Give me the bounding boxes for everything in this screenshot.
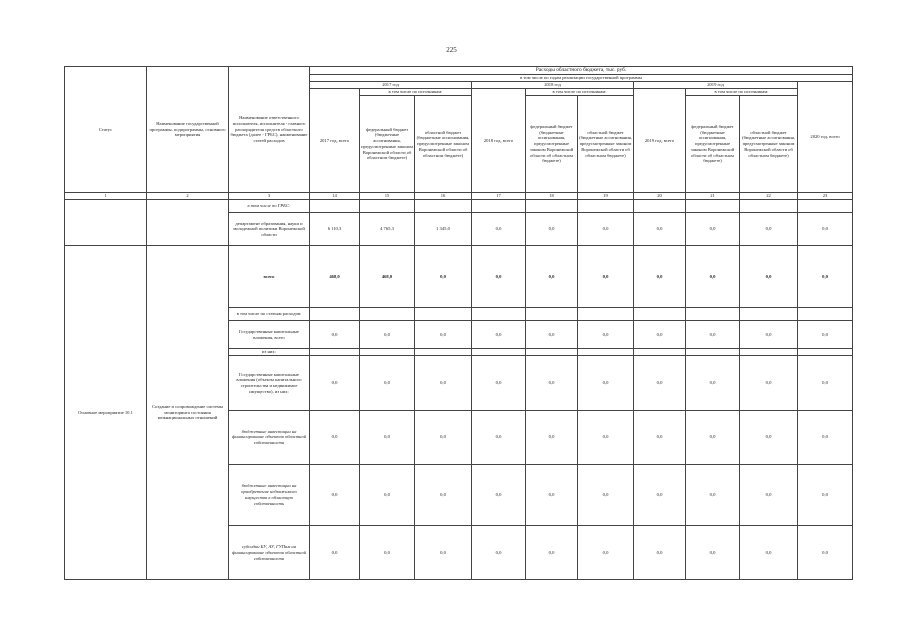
- value-cell: 0,0: [472, 464, 526, 526]
- grbs-incl-label: в том числе по ГРБС:: [229, 199, 310, 212]
- value-cell: 0,0: [634, 321, 686, 349]
- header-federal-2018: федеральный бюджет (бюджетные ассигнования, предусмотренные законом Воронежской области об областном бюджете): [526, 96, 578, 193]
- value-cell: 0,0: [686, 410, 740, 464]
- col-number: 21: [686, 192, 740, 199]
- value-cell: 0,0: [360, 526, 415, 580]
- col-number: 16: [415, 192, 472, 199]
- header-program-name: Наименование государственной программы, подпрограммы, основного мероприятия: [147, 67, 229, 193]
- value-cell: 0,0: [740, 246, 798, 308]
- value-cell: 0,0: [634, 246, 686, 308]
- header-sources-2018: в том числе по источникам:: [526, 89, 634, 96]
- value-cell: 0,0: [578, 464, 634, 526]
- value-cell: 0,0: [740, 321, 798, 349]
- value-cell: 0,0: [634, 464, 686, 526]
- value-cell: 0,0: [310, 464, 360, 526]
- value-cell: 0,0: [798, 246, 853, 308]
- value-cell: 0,0: [578, 410, 634, 464]
- event-name: Создание и сопровождение системы мониторинга состояния межнациональных отношений: [147, 246, 229, 580]
- value-cell: 0,0: [472, 213, 526, 246]
- value-cell: 0,0: [310, 526, 360, 580]
- invest-financing-label: бюджетные инвестиции на финансирование объектов областной собственности: [229, 410, 310, 464]
- header-federal-2017: федеральный бюджет (бюджетные ассигнования, предусмотренные законом Воронежской области об областном бюджете): [360, 96, 415, 193]
- header-federal-2019: федеральный бюджет (бюджетные ассигнования, предусмотренные законом Воронежской области об областном бюджете): [686, 96, 740, 193]
- value-cell: 0,0: [798, 526, 853, 580]
- budget-table: [64, 66, 853, 580]
- value-cell: 6 110,3: [310, 213, 360, 246]
- header-total-2020: 2020 год, всего: [798, 82, 853, 193]
- event-total-label: всего: [229, 246, 310, 308]
- col-number: 1: [65, 192, 147, 199]
- header-total-2018: 2018 год, всего: [472, 89, 526, 193]
- value-cell: 0,0: [360, 321, 415, 349]
- value-cell: 0,0: [578, 246, 634, 308]
- value-cell: 0,0: [415, 410, 472, 464]
- value-cell: 0,0: [578, 213, 634, 246]
- value-cell: 0,0: [578, 321, 634, 349]
- value-cell: 0,0: [415, 526, 472, 580]
- header-regional-2018: областной бюджет (бюджетные ассигнования, предусмотренные законом Воронежской области об областном бюджете): [578, 96, 634, 193]
- header-sources-2019: в том числе по источникам:: [686, 89, 798, 96]
- value-cell: 0,0: [686, 246, 740, 308]
- value-cell: 0,0: [472, 246, 526, 308]
- header-total-2019: 2019 год, всего: [634, 89, 686, 193]
- header-regional-2019: областной бюджет (бюджетные ассигнования, предусмотренные законом Воронежской области об областном бюджете): [740, 96, 798, 193]
- value-cell: 0,0: [740, 213, 798, 246]
- col-number: 17: [472, 192, 526, 199]
- value-cell: 0,0: [415, 246, 472, 308]
- value-cell: 0,0: [578, 526, 634, 580]
- capital-label: Государственные капитальные вложения, всего: [229, 321, 310, 349]
- value-cell: 0,0: [360, 410, 415, 464]
- value-cell: 0,0: [415, 356, 472, 411]
- of-them-label: из них:: [229, 349, 310, 356]
- col-number: 3: [229, 192, 310, 199]
- value-cell: 0,0: [310, 356, 360, 411]
- header-year-2019: 2019 год: [634, 82, 798, 89]
- header-total-2017: 2017 год, всего: [310, 89, 360, 193]
- value-cell: 0,0: [472, 526, 526, 580]
- value-cell: 0,0: [578, 356, 634, 411]
- value-cell: 0,0: [526, 213, 578, 246]
- value-cell: 0,0: [526, 526, 578, 580]
- col-number: 22: [740, 192, 798, 199]
- empty-cell: [65, 199, 147, 245]
- value-cell: 0,0: [740, 410, 798, 464]
- value-cell: 0,0: [360, 356, 415, 411]
- by-articles-label: в том числе по статьям расходов:: [229, 307, 310, 320]
- header-year-2018: 2018 год: [472, 82, 634, 89]
- subsidies-label: субсидии БУ, АУ, ГУПам на финансирование объектов областной собственности: [229, 526, 310, 580]
- value-cell: 4 765,3: [360, 213, 415, 246]
- col-number: 18: [526, 192, 578, 199]
- value-cell: 0,0: [472, 356, 526, 411]
- value-cell: 0,0: [798, 356, 853, 411]
- value-cell: 0,0: [686, 321, 740, 349]
- col-number: 23: [798, 192, 853, 199]
- value-cell: 0,0: [526, 356, 578, 411]
- value-cell: 0,0: [634, 213, 686, 246]
- col-number: 20: [634, 192, 686, 199]
- value-cell: 0,0: [526, 246, 578, 308]
- value-cell: 0,0: [472, 410, 526, 464]
- value-cell: 0,0: [798, 321, 853, 349]
- column-numbers-row: [65, 192, 853, 199]
- header-executor: Наименование ответственного исполнителя, исполнителя - главного распорядителя средств областного бюджета (далее - ГРБС), наименование статей расходов: [229, 67, 310, 193]
- page-number: 225: [446, 46, 457, 54]
- value-cell: 0,0: [634, 356, 686, 411]
- header-status: Статус: [65, 67, 147, 193]
- value-cell: 0,0: [360, 464, 415, 526]
- value-cell: 0,0: [686, 356, 740, 411]
- value-cell: 0,0: [310, 321, 360, 349]
- value-cell: 1 345,0: [415, 213, 472, 246]
- value-cell: 0,0: [798, 213, 853, 246]
- header-regional-2017: областной бюджет (бюджетные ассигнования, предусмотренные законом Воронежской области об областном бюджете): [415, 96, 472, 193]
- invest-acquisition-label: бюджетные инвестиции на приобретение недвижимого имущества в областную собственность: [229, 464, 310, 526]
- value-cell: 0,0: [472, 321, 526, 349]
- value-cell: 0,0: [686, 526, 740, 580]
- value-cell: 0,0: [634, 410, 686, 464]
- value-cell: 0,0: [798, 464, 853, 526]
- event-status: Основное мероприятие 10.1: [65, 246, 147, 580]
- col-number: 15: [360, 192, 415, 199]
- value-cell: 0,0: [415, 321, 472, 349]
- value-cell: 0,0: [740, 356, 798, 411]
- value-cell: 468,0: [310, 246, 360, 308]
- value-cell: 0,0: [415, 464, 472, 526]
- capital-objects-label: Государственные капитальные вложения (объекты капитального строительства и недвижимое имущество), из них:: [229, 356, 310, 411]
- value-cell: 0,0: [526, 464, 578, 526]
- value-cell: 0,0: [798, 410, 853, 464]
- empty-cell: [147, 199, 229, 245]
- value-cell: 0,0: [526, 321, 578, 349]
- table-row: [65, 199, 853, 212]
- header-sources-2017: в том числе по источникам:: [360, 89, 472, 96]
- table-row: [65, 246, 853, 308]
- header-expenses: Расходы областного бюджета, тыс. руб.: [310, 67, 853, 75]
- value-cell: 468,0: [360, 246, 415, 308]
- value-cell: 0,0: [634, 526, 686, 580]
- value-cell: 0,0: [686, 464, 740, 526]
- header-by-years: в том числе по годам реализации государственной программы: [310, 74, 853, 81]
- value-cell: 0,0: [686, 213, 740, 246]
- header-year-2017: 2017 год: [310, 82, 472, 89]
- value-cell: 0,0: [740, 464, 798, 526]
- col-number: 2: [147, 192, 229, 199]
- dept-label: департамент образования, науки и молодежной политики Воронежской области: [229, 213, 310, 246]
- col-number: 19: [578, 192, 634, 199]
- value-cell: 0,0: [310, 410, 360, 464]
- value-cell: 0,0: [740, 526, 798, 580]
- value-cell: 0,0: [526, 410, 578, 464]
- col-number: 14: [310, 192, 360, 199]
